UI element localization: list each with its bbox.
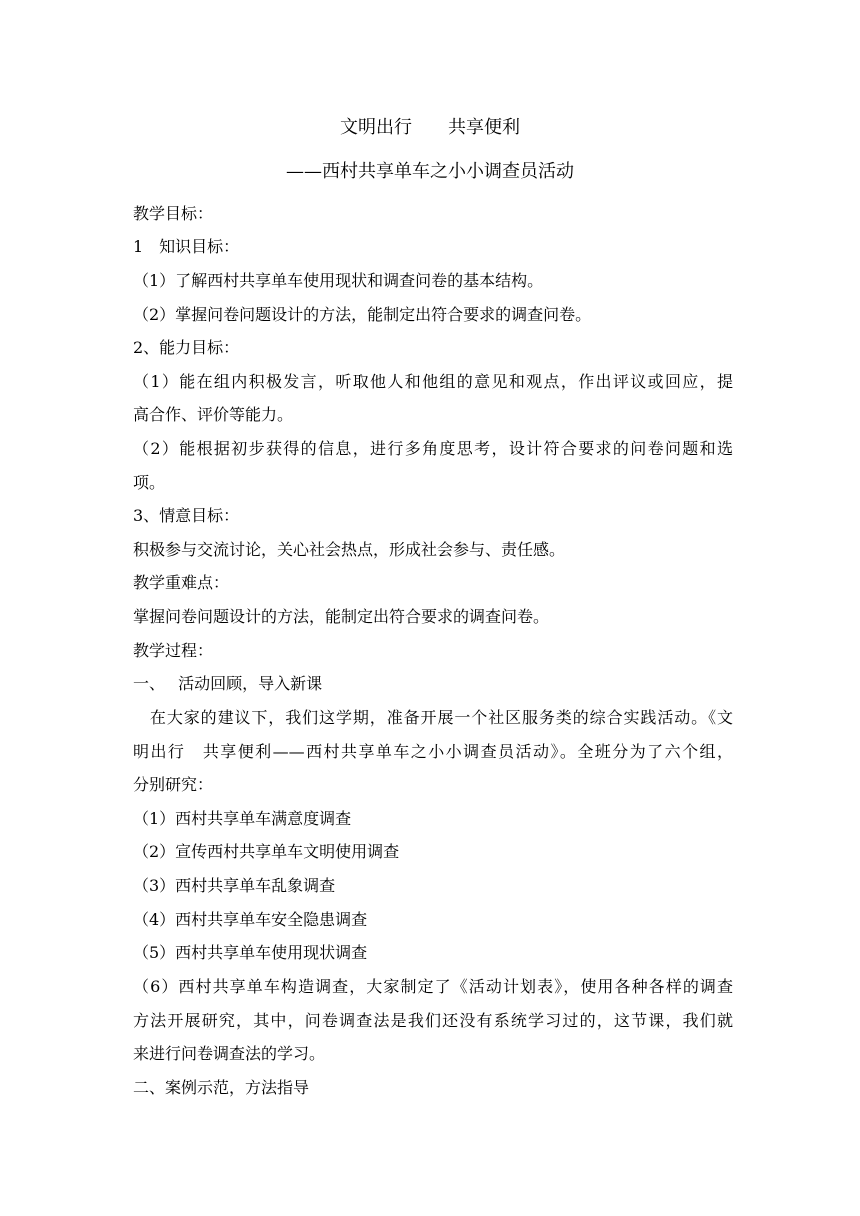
ability-objective-item: （2）能根据初步获得的信息，进行多角度思考，设计符合要求的问卷问题和选 [133, 439, 733, 458]
affective-objective-heading: 3、情意目标： [133, 506, 240, 525]
keypoints-text: 掌握问卷问题设计的方法，能制定出符合要求的调查问卷。 [133, 607, 550, 626]
group-topic-item: （2）宣传西村共享单车文明使用调查 [133, 842, 400, 861]
knowledge-objective-item: （1）了解西村共享单车使用现状和调查问卷的基本结构。 [133, 271, 544, 290]
knowledge-objective-item: （2）掌握问卷问题设计的方法，能制定出符合要求的调查问卷。 [133, 305, 592, 324]
knowledge-objective-heading: 1 知识目标： [133, 237, 240, 256]
document-title: 文明出行 共享便利 [340, 117, 520, 138]
document-subtitle: ——西村共享单车之小小调查员活动 [286, 161, 574, 182]
paragraph-line: 来进行问卷调查法的学习。 [133, 1044, 326, 1063]
process-step-two-heading: 二、案例示范，方法指导 [133, 1078, 310, 1097]
paragraph-line: 方法开展研究，其中，问卷调查法是我们还没有系统学习过的，这节课，我们就 [133, 1011, 733, 1030]
section-heading-process: 教学过程： [133, 641, 214, 660]
group-topic-item: （6）西村共享单车构造调查，大家制定了《活动计划表》，使用各种各样的调查 [133, 977, 733, 996]
group-topic-item: （5）西村共享单车使用现状调查 [133, 943, 368, 962]
group-topic-item: （3）西村共享单车乱象调查 [133, 876, 336, 895]
section-heading-keypoints: 教学重难点： [133, 573, 230, 592]
section-heading-objectives: 教学目标： [133, 204, 214, 223]
ability-objective-item-cont: 高合作、评价等能力。 [133, 405, 294, 424]
process-step-one-heading: 一、 活动回顾，导入新课 [133, 674, 323, 693]
paragraph-line: 明出行 共享便利——西村共享单车之小小调查员活动》。全班分为了六个组， [133, 742, 733, 761]
group-topic-item: （1）西村共享单车满意度调查 [133, 809, 352, 828]
ability-objective-item-cont: 项。 [133, 473, 166, 492]
paragraph-line: 在大家的建议下，我们这学期，准备开展一个社区服务类的综合实践活动。《文 [133, 708, 733, 727]
group-topic-item: （4）西村共享单车安全隐患调查 [133, 910, 368, 929]
affective-objective-text: 积极参与交流讨论，关心社会热点，形成社会参与、责任感。 [133, 540, 566, 559]
ability-objective-item: （1）能在组内积极发言，听取他人和他组的意见和观点，作出评议或回应，提 [133, 372, 733, 391]
ability-objective-heading: 2、能力目标： [133, 338, 240, 357]
paragraph-line: 分别研究： [133, 775, 214, 794]
